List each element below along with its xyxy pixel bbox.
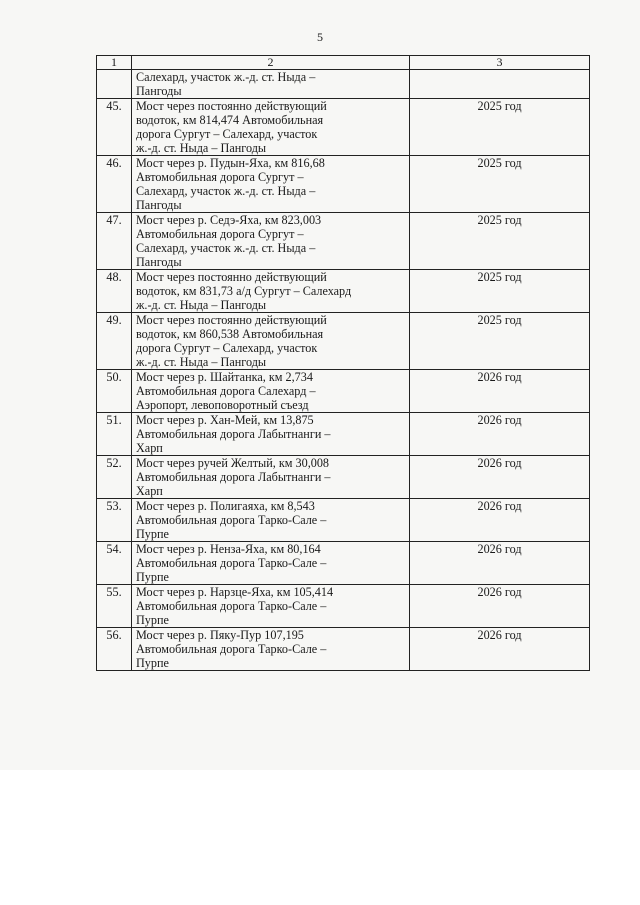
row-description [132, 313, 410, 370]
description-line: Мост через постоянно действующий [136, 99, 327, 113]
row-number: 50. [97, 370, 132, 413]
description-line: Автомобильная дорога Тарко-Сале – [136, 599, 327, 613]
table-row [97, 70, 590, 99]
row-description [132, 413, 410, 456]
table-row [97, 542, 590, 585]
row-number: 49. [97, 313, 132, 370]
row-year: 2025 год [410, 213, 590, 270]
description-line: Мост через ручей Желтый, км 30,008 [136, 456, 330, 470]
table-row [97, 99, 590, 156]
description-line: Автомобильная дорога Сургут – [136, 227, 304, 241]
table-row [97, 499, 590, 542]
description-line: Мост через р. Шайтанка, км 2,734 [136, 370, 313, 384]
column-header-3: 3 [410, 56, 590, 70]
description-line: Пурпе [136, 570, 169, 584]
description-line: Мост через постоянно действующий [136, 270, 327, 284]
description-line: Автомобильная дорога Сургут – [136, 170, 304, 184]
row-number: 55. [97, 585, 132, 628]
row-description [132, 70, 410, 99]
row-year: 2025 год [410, 99, 590, 156]
row-year: 2025 год [410, 156, 590, 213]
row-year: 2025 год [410, 270, 590, 313]
description-line: Автомобильная дорога Тарко-Сале – [136, 513, 327, 527]
row-description [132, 628, 410, 671]
table-row [97, 156, 590, 213]
page-number: 5 [317, 30, 323, 44]
row-description [132, 499, 410, 542]
description-line: Мост через р. Пудын-Яха, км 816,68 [136, 156, 325, 170]
table-row [97, 370, 590, 413]
description-line: Харп [136, 441, 163, 455]
description-line: водоток, км 860,538 Автомобильная [136, 327, 324, 341]
description-line: Мост через р. Пяку-Пур 107,195 [136, 628, 304, 642]
description-line: Пурпе [136, 613, 169, 627]
description-line: Салехард, участок ж.-д. ст. Ныда – [136, 184, 316, 198]
description-line: Автомобильная дорога Тарко-Сале – [136, 556, 327, 570]
row-year: 2026 год [410, 456, 590, 499]
description-line: ж.-д. ст. Ныда – Пангоды [136, 141, 267, 155]
row-number: 52. [97, 456, 132, 499]
row-number: 48. [97, 270, 132, 313]
description-line: Харп [136, 484, 163, 498]
row-year: 2026 год [410, 585, 590, 628]
table-row [97, 413, 590, 456]
description-line: Пурпе [136, 656, 169, 670]
description-line: Автомобильная дорога Салехард – [136, 384, 316, 398]
description-line: Мост через р. Хан-Мей, км 13,875 [136, 413, 314, 427]
row-number: 56. [97, 628, 132, 671]
row-description [132, 270, 410, 313]
row-description [132, 456, 410, 499]
row-year: 2025 год [410, 313, 590, 370]
table-row [97, 585, 590, 628]
bridge-schedule-table [96, 55, 590, 671]
description-line: Мост через р. Нарзце-Яха, км 105,414 [136, 585, 334, 599]
description-line: Мост через р. Ненза-Яха, км 80,164 [136, 542, 321, 556]
row-year: 2026 год [410, 628, 590, 671]
row-description [132, 99, 410, 156]
row-year: 2026 год [410, 370, 590, 413]
description-line: Автомобильная дорога Лабытнанги – [136, 427, 331, 441]
row-description [132, 542, 410, 585]
row-number: 46. [97, 156, 132, 213]
row-description [132, 213, 410, 270]
description-line: ж.-д. ст. Ныда – Пангоды [136, 355, 267, 369]
description-line: Аэропорт, левоповоротный съезд [136, 398, 309, 412]
row-year [410, 70, 590, 99]
description-line: водоток, км 831,73 а/д Сургут – Салехард [136, 284, 352, 298]
row-year: 2026 год [410, 413, 590, 456]
column-header-2: 2 [132, 56, 410, 70]
description-line: Мост через постоянно действующий [136, 313, 327, 327]
row-number: 45. [97, 99, 132, 156]
table-row [97, 213, 590, 270]
description-line: Салехард, участок ж.-д. ст. Ныда – [136, 241, 316, 255]
row-description [132, 585, 410, 628]
table-row [97, 270, 590, 313]
description-line: Пангоды [136, 84, 182, 98]
row-description [132, 370, 410, 413]
column-header-1: 1 [97, 56, 132, 70]
row-year: 2026 год [410, 499, 590, 542]
row-number [97, 70, 132, 99]
description-line: дорога Сургут – Салехард, участок [136, 341, 318, 355]
description-line: Пурпе [136, 527, 169, 541]
description-line: ж.-д. ст. Ныда – Пангоды [136, 298, 267, 312]
description-line: Автомобильная дорога Тарко-Сале – [136, 642, 327, 656]
description-line: дорога Сургут – Салехард, участок [136, 127, 318, 141]
table-row [97, 628, 590, 671]
table-row [97, 313, 590, 370]
description-line: Салехард, участок ж.-д. ст. Ныда – [136, 70, 316, 84]
row-description [132, 156, 410, 213]
row-number: 53. [97, 499, 132, 542]
description-line: Мост через р. Полигаяха, км 8,543 [136, 499, 315, 513]
table-header-row [97, 56, 590, 70]
description-line: Пангоды [136, 255, 182, 269]
table-row [97, 456, 590, 499]
description-line: водоток, км 814,474 Автомобильная [136, 113, 324, 127]
description-line: Мост через р. Седэ-Яха, км 823,003 [136, 213, 322, 227]
row-number: 51. [97, 413, 132, 456]
description-line: Пангоды [136, 198, 182, 212]
description-line: Автомобильная дорога Лабытнанги – [136, 470, 331, 484]
row-number: 54. [97, 542, 132, 585]
row-number: 47. [97, 213, 132, 270]
row-year: 2026 год [410, 542, 590, 585]
